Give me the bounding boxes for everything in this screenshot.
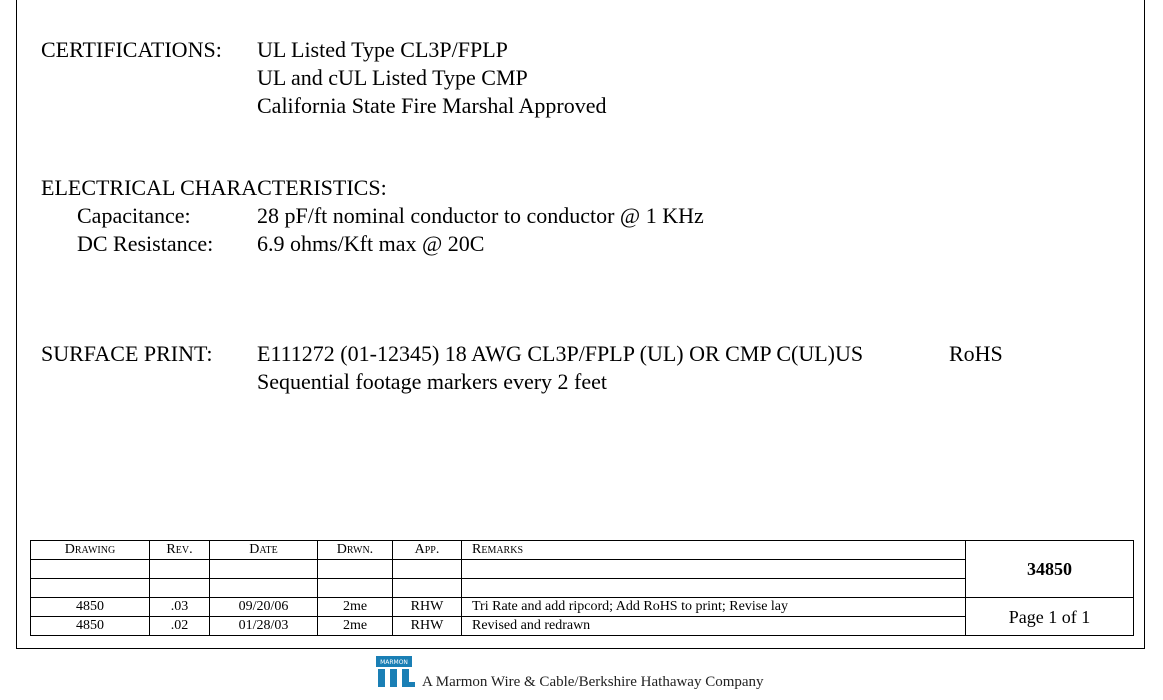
row-rev: .03 xyxy=(150,598,210,617)
certifications-label: CERTIFICATIONS: xyxy=(41,37,222,62)
surface-print-line-2: Sequential footage markers every 2 feet xyxy=(257,369,608,394)
header-remarks: Remarks xyxy=(462,541,966,560)
header-app: App. xyxy=(393,541,462,560)
row-app: RHW xyxy=(393,617,462,636)
marmon-logo xyxy=(376,654,416,690)
table-row xyxy=(31,598,1134,617)
footer xyxy=(376,654,806,694)
header-rev: Rev. xyxy=(150,541,210,560)
surface-print-label: SURFACE PRINT: xyxy=(41,341,213,366)
row-drwn: 2me xyxy=(318,617,393,636)
electrical-heading: ELECTRICAL CHARACTERISTICS: xyxy=(41,175,387,200)
resistance-label: DC Resistance: xyxy=(77,231,214,256)
resistance-value: 6.9 ohms/Kft max @ 20C xyxy=(257,231,485,256)
row-date: 01/28/03 xyxy=(210,617,318,636)
page-indicator: Page 1 of 1 xyxy=(966,598,1134,636)
part-number: 34850 xyxy=(966,541,1134,598)
row-drawing: 4850 xyxy=(31,598,150,617)
header-date: Date xyxy=(210,541,318,560)
capacitance-label: Capacitance: xyxy=(77,203,191,228)
surface-print-line-1: E111272 (01-12345) 18 AWG CL3P/FPLP (UL) OR CMP C(UL)US xyxy=(257,341,864,366)
certification-line-1: UL Listed Type CL3P/FPLP xyxy=(257,37,508,62)
revision-table xyxy=(30,540,1134,636)
certification-line-3: California State Fire Marshal Approved xyxy=(257,93,607,118)
header-drwn: Drwn. xyxy=(318,541,393,560)
company-tagline: A Marmon Wire & Cable/Berkshire Hathaway Company xyxy=(422,674,764,690)
row-remarks: Revised and redrawn xyxy=(462,617,966,636)
certification-line-2: UL and cUL Listed Type CMP xyxy=(257,65,528,90)
row-remarks: Tri Rate and add ripcord; Add RoHS to print; Revise lay xyxy=(462,598,966,617)
row-app: RHW xyxy=(393,598,462,617)
row-date: 09/20/06 xyxy=(210,598,318,617)
row-drawing: 4850 xyxy=(31,617,150,636)
logo-text: MARMON xyxy=(380,659,408,666)
header-drawing: Drawing xyxy=(31,541,150,560)
row-drwn: 2me xyxy=(318,598,393,617)
rohs-mark: RoHS xyxy=(949,341,1003,366)
capacitance-value: 28 pF/ft nominal conductor to conductor @ 1 KHz xyxy=(257,203,704,228)
table-header-row xyxy=(31,541,1134,560)
row-rev: .02 xyxy=(150,617,210,636)
